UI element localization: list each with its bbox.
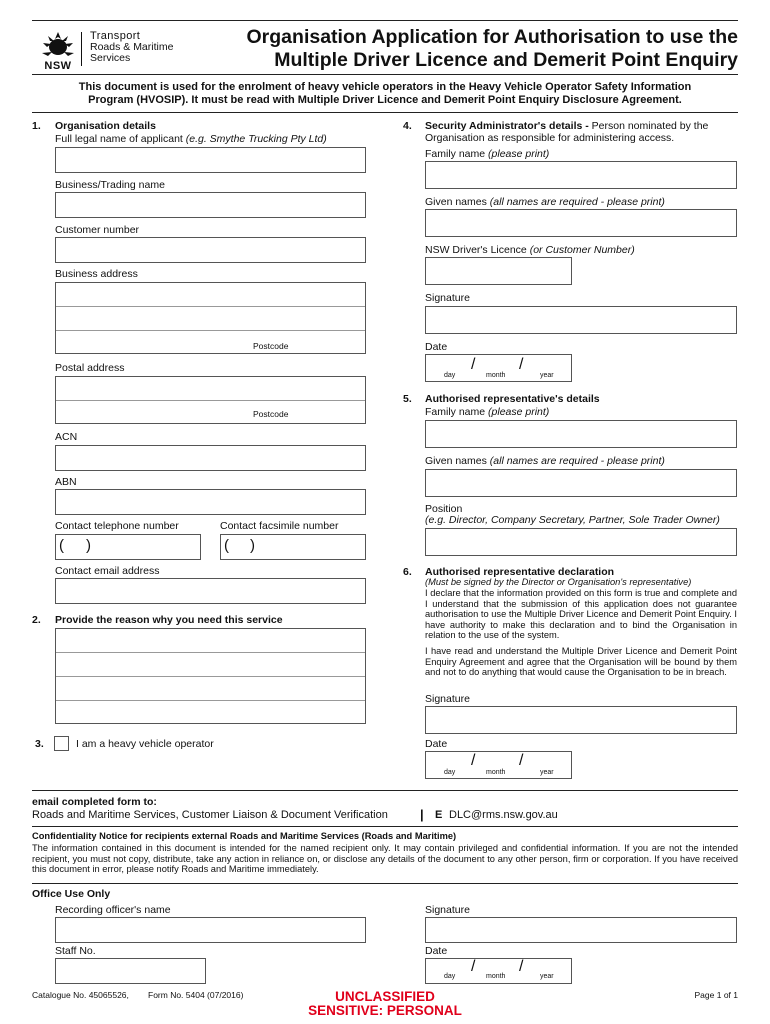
sa-family-label-text: Family name	[425, 148, 486, 160]
officer-field[interactable]	[55, 917, 366, 943]
postal-address-label: Postal address	[55, 362, 125, 374]
office-signature-label: Signature	[425, 904, 470, 916]
ar-signature-field[interactable]	[425, 706, 737, 734]
page-number: Page 1 of 1	[694, 990, 738, 1000]
ar-given-label-text: Given names	[425, 455, 487, 467]
logo-divider	[81, 32, 82, 66]
section4-heading-rest: Person nominated by the	[588, 120, 709, 132]
abn-field[interactable]	[55, 489, 366, 515]
business-postcode-label: Postcode	[253, 341, 289, 351]
office-signature-field[interactable]	[425, 917, 737, 943]
section5-heading: Authorised representative's details	[425, 393, 600, 405]
customer-number-label: Customer number	[55, 224, 140, 236]
legal-name-label	[55, 133, 327, 145]
date-slash: /	[519, 752, 524, 769]
date-slash: /	[471, 356, 476, 373]
ar-position-field[interactable]	[425, 528, 737, 556]
postal-postcode-label: Postcode	[253, 409, 289, 419]
date-year: year	[540, 769, 554, 776]
section6-number: 6.	[403, 566, 412, 578]
sa-licence-field[interactable]	[425, 257, 572, 285]
sa-date-label: Date	[425, 341, 448, 353]
heavy-vehicle-operator-label: I am a heavy vehicle operator	[76, 738, 214, 750]
nsw-logo	[38, 30, 78, 70]
ar-signature-label: Signature	[425, 693, 470, 705]
ar-given-field[interactable]	[425, 469, 737, 497]
business-address-label: Business address	[55, 268, 138, 280]
email-separator: |	[420, 807, 424, 822]
office-date-label: Date	[425, 945, 448, 957]
reason-line	[56, 652, 365, 653]
date-year: year	[540, 372, 554, 379]
agency-name	[90, 31, 173, 64]
agency-line2: Roads & Maritime	[90, 41, 174, 53]
officer-label: Recording officer's name	[55, 904, 171, 916]
title-line1: Organisation Application for Authorisation to use the	[246, 26, 738, 48]
date-year: year	[540, 973, 554, 980]
email-field[interactable]	[55, 578, 366, 604]
ar-given-label	[425, 455, 665, 467]
email-label: Contact email address	[55, 565, 160, 577]
fax-open-paren: (	[224, 537, 229, 554]
catalogue-number: Catalogue No. 45065526,	[32, 990, 129, 1000]
office-use-heading: Office Use Only	[32, 888, 111, 900]
confidentiality-rule	[32, 826, 738, 827]
sa-given-label-text: Given names	[425, 196, 487, 208]
date-slash: /	[471, 958, 476, 975]
staff-field[interactable]	[55, 958, 206, 984]
ar-date-label: Date	[425, 738, 448, 750]
acn-label: ACN	[55, 431, 78, 443]
form-title	[247, 26, 738, 72]
date-slash: /	[519, 958, 524, 975]
title-line2: Multiple Driver Licence and Demerit Point Enquiry	[274, 49, 738, 71]
sa-signature-label: Signature	[425, 292, 470, 304]
fax-close-paren: )	[250, 537, 255, 554]
ar-family-field[interactable]	[425, 420, 737, 448]
ar-family-label-text: Family name	[425, 406, 486, 418]
sa-given-label	[425, 196, 665, 208]
email-rule	[32, 790, 738, 791]
email-address[interactable]: DLC@rms.nsw.gov.au	[449, 809, 558, 821]
declaration-hint-text: (Must be signed by the Director or Organisation's representative)	[425, 577, 692, 587]
address-line-divider	[56, 306, 365, 307]
section4-heading	[425, 120, 708, 132]
ar-position-hint	[425, 514, 720, 526]
section2-number: 2.	[32, 614, 41, 626]
declaration-para2: I have read and understand the Multiple Driver Licence and Demerit Point Enquiry Agreement and agree that the Organisation will be bound by them and not to do anything that would cause the Organisation to be in breach.	[425, 646, 737, 678]
address-line-divider	[56, 330, 365, 331]
section4-sub: Organisation as responsible for administering access.	[425, 132, 675, 144]
reason-line	[56, 700, 365, 701]
email-recipient: Roads and Maritime Services, Customer Liaison & Document Verification	[32, 809, 388, 821]
ar-position-label: Position	[425, 503, 463, 515]
sa-family-field[interactable]	[425, 161, 737, 189]
intro-line1: This document is used for the enrolment of heavy vehicle operators in the Heavy Vehicle Operator Safety Information	[78, 81, 692, 93]
office-date-field[interactable]	[425, 958, 572, 984]
ar-family-hint: (please print)	[488, 406, 550, 418]
abn-label: ABN	[55, 476, 77, 488]
sa-signature-field[interactable]	[425, 306, 737, 334]
form-number: Form No. 5404 (07/2016)	[148, 990, 244, 1000]
email-prefix: E	[435, 809, 443, 821]
date-month: month	[486, 973, 506, 980]
sa-given-field[interactable]	[425, 209, 737, 237]
agency-line3: Services	[90, 52, 131, 64]
business-name-label: Business/Trading name	[55, 179, 165, 191]
staff-label: Staff No.	[55, 945, 96, 957]
phone-field[interactable]	[55, 534, 201, 560]
section1-number: 1.	[32, 120, 41, 132]
sa-family-hint: (please print)	[488, 148, 550, 160]
heavy-vehicle-operator-checkbox[interactable]	[54, 736, 69, 751]
fax-label: Contact facsimile number	[220, 520, 339, 532]
legal-name-label-text: Full legal name of applicant	[55, 133, 183, 145]
intro-rule	[32, 112, 738, 113]
classification-marking	[255, 990, 515, 1018]
section6-heading: Authorised representative declaration	[425, 566, 615, 578]
waratah-icon	[38, 30, 78, 58]
section5-number: 5.	[403, 393, 412, 405]
acn-field[interactable]	[55, 445, 366, 471]
date-slash: /	[519, 356, 524, 373]
phone-open-paren: (	[59, 537, 64, 554]
section3-number: 3.	[35, 738, 44, 750]
legal-name-field[interactable]	[55, 147, 366, 173]
header-rule	[32, 74, 738, 75]
classification-line2: SENSITIVE: PERSONAL	[308, 1003, 462, 1018]
postal-line-divider	[56, 400, 365, 401]
phone-label: Contact telephone number	[55, 520, 179, 532]
sa-given-hint: (all names are required - please print)	[489, 196, 665, 208]
intro-line2: Program (HVOSIP). It must be read with Multiple Driver Licence and Demerit Point Enquiry Disclosure Agreement.	[88, 94, 682, 106]
declaration-para1: I declare that the information provided on this form is true and complete and I understand that the submission of this application does not guarantee authorisation to use the Multiple Driver Licence and Demerit Point Enquiry. I have authority to make this declaration and to bind the Organisation in relation to the use of the system.	[425, 588, 737, 641]
fax-field[interactable]	[220, 534, 366, 560]
phone-close-paren: )	[86, 537, 91, 554]
ar-family-label	[425, 406, 549, 418]
date-day: day	[444, 372, 456, 379]
declaration-hint	[425, 577, 691, 587]
classification-line1: UNCLASSIFIED	[335, 989, 435, 1004]
section4-number: 4.	[403, 120, 412, 132]
email-heading: email completed form to:	[32, 796, 157, 808]
sa-family-label	[425, 148, 549, 160]
date-month: month	[486, 769, 506, 776]
section1-heading: Organisation details	[55, 120, 156, 132]
date-day: day	[444, 973, 456, 980]
section2-heading: Provide the reason why you need this service	[55, 614, 283, 626]
customer-number-field[interactable]	[55, 237, 366, 263]
confidentiality-heading: Confidentiality Notice for recipients external Roads and Maritime Services (Roads and Maritime)	[32, 831, 457, 841]
section4-heading-bold: Security Administrator's details -	[425, 120, 589, 132]
date-day: day	[444, 769, 456, 776]
business-address-field[interactable]	[55, 282, 366, 354]
top-rule	[32, 20, 738, 21]
confidentiality-text: The information contained in this document is intended for the named recipient only. It may contain privileged and confidential information. If you are not the intended recipient, you must not copy, distribute, take any action in reliance on, or disclose any details of the document to any other person, firm or corporation. If you have received this document in error, please notify Roads and Maritime immediately.	[32, 843, 738, 875]
date-month: month	[486, 372, 506, 379]
sa-licence-label-text: NSW Driver's Licence	[425, 244, 527, 256]
business-name-field[interactable]	[55, 192, 366, 218]
ar-given-hint: (all names are required - please print)	[489, 455, 665, 467]
intro-text	[32, 81, 738, 107]
nsw-text: NSW	[44, 60, 72, 72]
date-slash: /	[471, 752, 476, 769]
reason-line	[56, 676, 365, 677]
sa-licence-label	[425, 244, 635, 256]
legal-name-hint: (e.g. Smythe Trucking Pty Ltd)	[185, 133, 327, 145]
ar-position-hint-text: (e.g. Director, Company Secretary, Partner, Sole Trader Owner)	[425, 514, 720, 526]
sa-licence-hint: (or Customer Number)	[529, 244, 635, 256]
agency-line1: Transport	[90, 30, 141, 42]
office-rule	[32, 883, 738, 884]
